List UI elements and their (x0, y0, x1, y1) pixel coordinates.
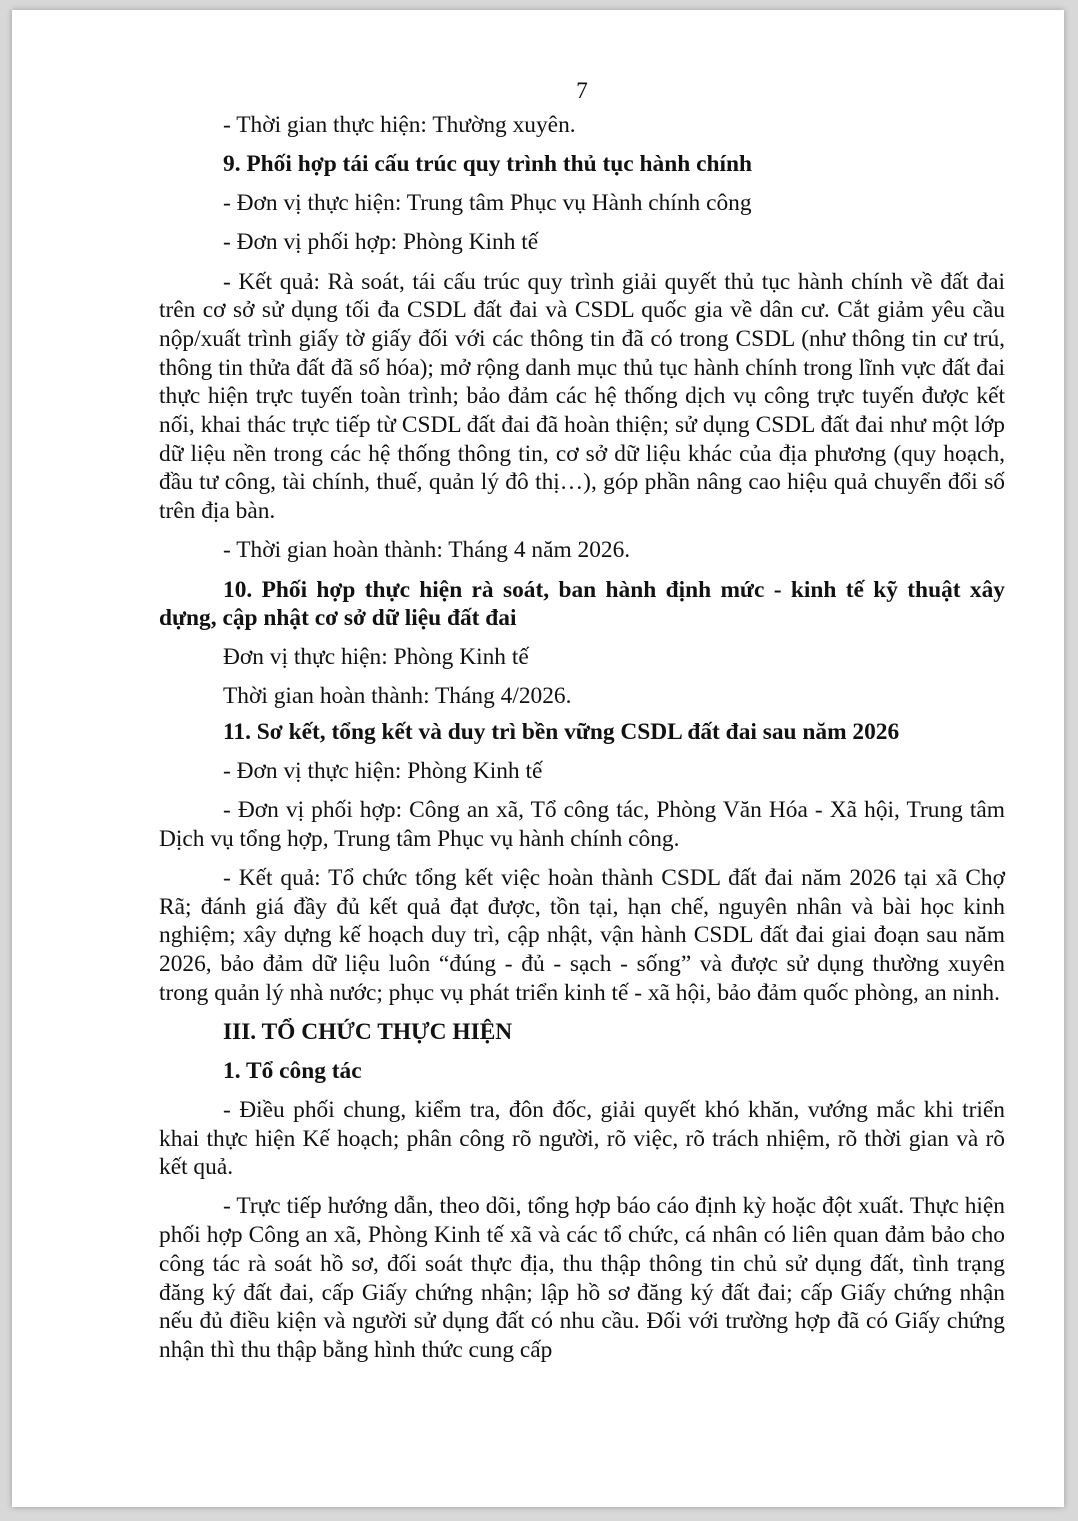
page-number: 7 (576, 78, 588, 104)
paragraph-completion-time: - Thời gian hoàn thành: Tháng 4 năm 2026. (223, 537, 631, 564)
paragraph-implementing-unit: - Đơn vị thực hiện: Trung tâm Phục vụ Hành chính công (223, 190, 752, 217)
paragraph-direct-guidance: - Trực tiếp hướng dẫn, theo dõi, tổng hợp báo cáo định kỳ hoặc đột xuất. Thực hiện phối hợp Công an xã, Phòng Kinh tế xã và các tổ chức, cá nhân có liên quan đảm bảo cho công tác rà soát hồ sơ, đối soát thực địa, thu thập thông tin chủ sử dụng đất, tình trạng đăng ký đất đai, cấp Giấy chứng nhận; lập hồ sơ đăng ký đất đai; cấp Giấy chứng nhận nếu đủ điều kiện và người sử dụng đất có nhu cầu. Đối với trường hợp đã có Giấy chứng nhận thì thu thập bằng hình thức cung cấp (159, 1193, 1005, 1363)
document-page (12, 10, 1064, 1507)
paragraph-implementing-unit: Đơn vị thực hiện: Phòng Kinh tế (223, 644, 529, 671)
heading-part-iii: III. TỔ CHỨC THỰC HIỆN (223, 1019, 513, 1046)
paragraph-results: - Kết quả: Rà soát, tái cấu trúc quy trình giải quyết thủ tục hành chính về đất đai trên cơ sở sử dụng tối đa CSDL đất đai và CSDL quốc gia về dân cư. Cắt giảm yêu cầu nộp/xuất trình giấy tờ giấy đối với các thông tin đã có trong CSDL (như thông tin cư trú, thông tin thửa đất đã số hóa); mở rộng danh mục thủ tục hành chính trong lĩnh vực đất đai thực hiện trực tuyến toàn trình; bảo đảm các hệ thống dịch vụ công trực tuyến được kết nối, khai thác trực tiếp từ CSDL đất đai đã hoàn thiện; sử dụng CSDL đất đai như một lớp dữ liệu nền trong các hệ thống thông tin, cơ sở dữ liệu khác của địa phương (quy hoạch, đầu tư công, tài chính, thuế, quản lý đô thị…), góp phần nâng cao hiệu quả chuyển đổi số trên địa bàn. (159, 268, 1005, 525)
paragraph-implementing-unit: - Đơn vị thực hiện: Phòng Kinh tế (223, 757, 543, 784)
heading-section-9: 9. Phối hợp tái cấu trúc quy trình thủ tục hành chính (223, 151, 752, 178)
heading-section-10: 10. Phối hợp thực hiện rà soát, ban hành định mức - kinh tế kỹ thuật xây dựng, cập nhật cơ sở dữ liệu đất đai (159, 576, 1005, 632)
heading-working-group: 1. Tổ công tác (223, 1057, 362, 1084)
paragraph-coordination: - Điều phối chung, kiểm tra, đôn đốc, giải quyết khó khăn, vướng mắc khi triển khai thực hiện Kế hoạch; phân công rõ người, rõ việc, rõ trách nhiệm, rõ thời gian và rõ kết quả. (159, 1096, 1005, 1181)
heading-section-11: 11. Sơ kết, tổng kết và duy trì bền vững CSDL đất đai sau năm 2026 (223, 719, 900, 746)
paragraph-completion-time: Thời gian hoàn thành: Tháng 4/2026. (223, 683, 572, 710)
document-body (159, 74, 1005, 1375)
paragraph-coordinating-unit: - Đơn vị phối hợp: Phòng Kinh tế (223, 229, 539, 256)
paragraph-coordinating-unit: - Đơn vị phối hợp: Công an xã, Tổ công tác, Phòng Văn Hóa - Xã hội, Trung tâm Dịch vụ tổng hợp, Trung tâm Phục vụ hành chính công. (159, 797, 1005, 852)
paragraph-execution-time: - Thời gian thực hiện: Thường xuyên. (223, 112, 576, 138)
paragraph-results: - Kết quả: Tổ chức tổng kết việc hoàn thành CSDL đất đai năm 2026 tại xã Chợ Rã; đánh giá đầy đủ kết quả đạt được, tồn tại, hạn chế, nguyên nhân và bài học kinh nghiệm; xây dựng kế hoạch duy trì, cập nhật, vận hành CSDL đất đai giai đoạn sau năm 2026, bảo đảm dữ liệu luôn “đúng - đủ - sạch - sống” và được sử dụng thường xuyên trong quản lý nhà nước; phục vụ phát triển kinh tế - xã hội, bảo đảm quốc phòng, an ninh. (159, 865, 1005, 1006)
